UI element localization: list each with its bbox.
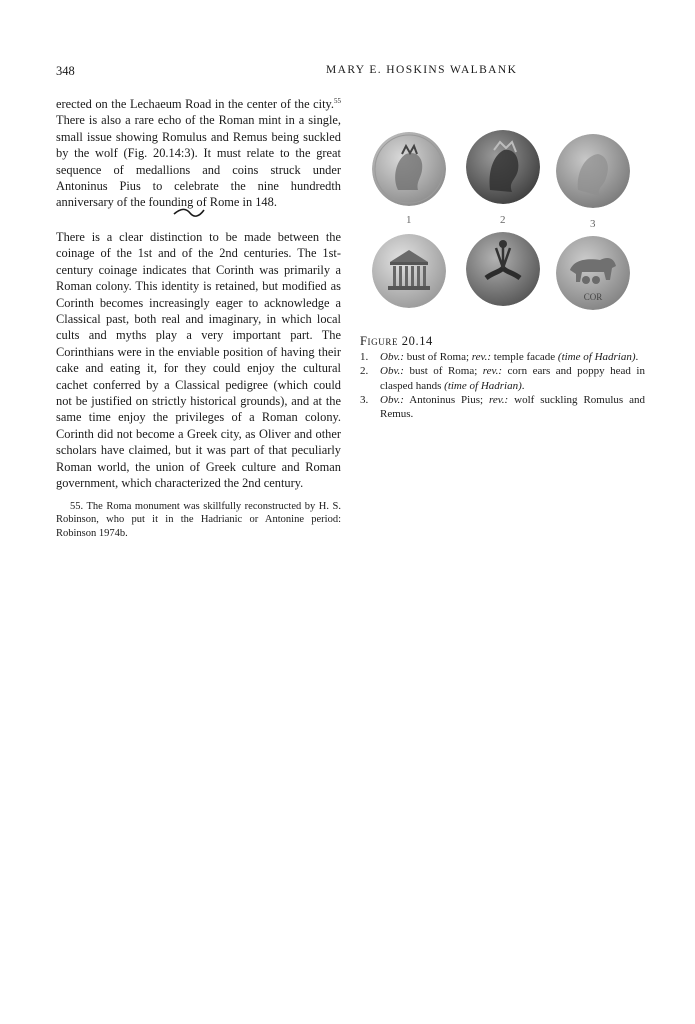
footnote-reference[interactable]: 55: [334, 96, 341, 105]
running-head: MARY E. HOSKINS WALBANK: [326, 64, 518, 76]
caption-item-number: 1.: [360, 351, 369, 364]
coin-2-reverse-clasped-hands-image: [466, 232, 540, 306]
caption-obv-label: Obv.:: [380, 351, 404, 364]
coin-1-obverse-image: [372, 132, 446, 206]
coin-1-number: 1: [406, 214, 412, 226]
caption-end: .: [635, 351, 639, 364]
caption-rev-label: rev.:: [488, 393, 509, 406]
footnote: [56, 500, 341, 540]
caption-item-number: 3.: [360, 393, 369, 406]
caption-rev-label: rev.:: [482, 365, 503, 378]
caption-rev-text: wolf suckling Romulus and Remus.: [380, 393, 645, 421]
figure-caption: [360, 334, 645, 421]
coin-legend: COR: [583, 292, 603, 302]
body-text-segment: erected on the Lechaeum Road in the center of the city.: [56, 97, 334, 111]
body-paragraph-1: [56, 96, 341, 211]
caption-obv-label: Obv.:: [380, 393, 404, 406]
coin-3-number: 3: [590, 218, 596, 230]
page-number: 348: [56, 64, 75, 78]
caption-obv-label: Obv.:: [380, 365, 404, 378]
caption-obv-text: Antoninus Pius;: [403, 393, 489, 406]
coin-figure: [360, 122, 646, 322]
caption-obv-text: bust of Roma;: [403, 351, 472, 364]
caption-rev-text: temple facade: [491, 351, 558, 364]
coin-3-reverse-wolf-image: [556, 236, 630, 310]
section-break-ornament: [172, 205, 206, 221]
running-header: [56, 64, 646, 82]
caption-title: Figure 20.14: [360, 334, 433, 348]
caption-period: (time of Hadrian): [557, 351, 636, 364]
caption-item-3: [360, 393, 645, 421]
caption-end: .: [521, 379, 525, 392]
caption-item-2: [360, 364, 645, 392]
coin-2-obverse-image: [466, 130, 540, 204]
caption-rev-text: corn ears and poppy head in clasped hands: [380, 365, 645, 392]
body-text-segment: There is a clear distinction to be made between the coinage of the 1st and of the 2nd centuries. The 1st-century coinage indicates that Corinth was primarily a Roman colony. This identity is retained, but modified as Corinth becomes increasingly eager to acknowledge a Classical past, both real and imaginary, in which local cults and myths play a very important part. The Corinthians were in the enviable position of having their cake and eating it, for they could enjoy the cultural cachet conferred by a Classical pedigree (which could not be justified on strictly historical grounds), and at the same time enjoy the privileges of a Roman colony. Corinth did not become a Greek city, as Oliver and other scholars have claimed, but it was part of that peculiarly Roman world, the union of Greek culture and Roman government, which characterized the 2nd century.: [56, 230, 341, 491]
footnote-text: 55. The Roma monument was skillfully reconstructed by H. S. Robinson, who put it in the Hadrianic or Antonine period: Robinson 1974b.: [56, 501, 341, 539]
coin-3-obverse-image: [556, 134, 630, 208]
caption-item-1: [360, 350, 645, 364]
caption-obv-text: bust of Roma;: [403, 365, 483, 378]
caption-rev-label: rev.:: [471, 351, 492, 364]
coin-1-reverse-temple-image: [372, 234, 446, 308]
body-paragraph-2: [56, 229, 341, 492]
coin-2-number: 2: [500, 214, 506, 226]
body-text-segment: There is also a rare echo of the Roman mint in a single, small issue showing Romulus and Remus being suckled by the wolf (Fig. 20.14:3). It must relate to the great sequence of medallions and coins struck under Antoninus Pius to celebrate the nine hundredth anniversary of the founding of Rome in 148.: [56, 113, 341, 210]
caption-item-number: 2.: [360, 365, 369, 378]
caption-period: (time of Hadrian): [444, 379, 522, 392]
